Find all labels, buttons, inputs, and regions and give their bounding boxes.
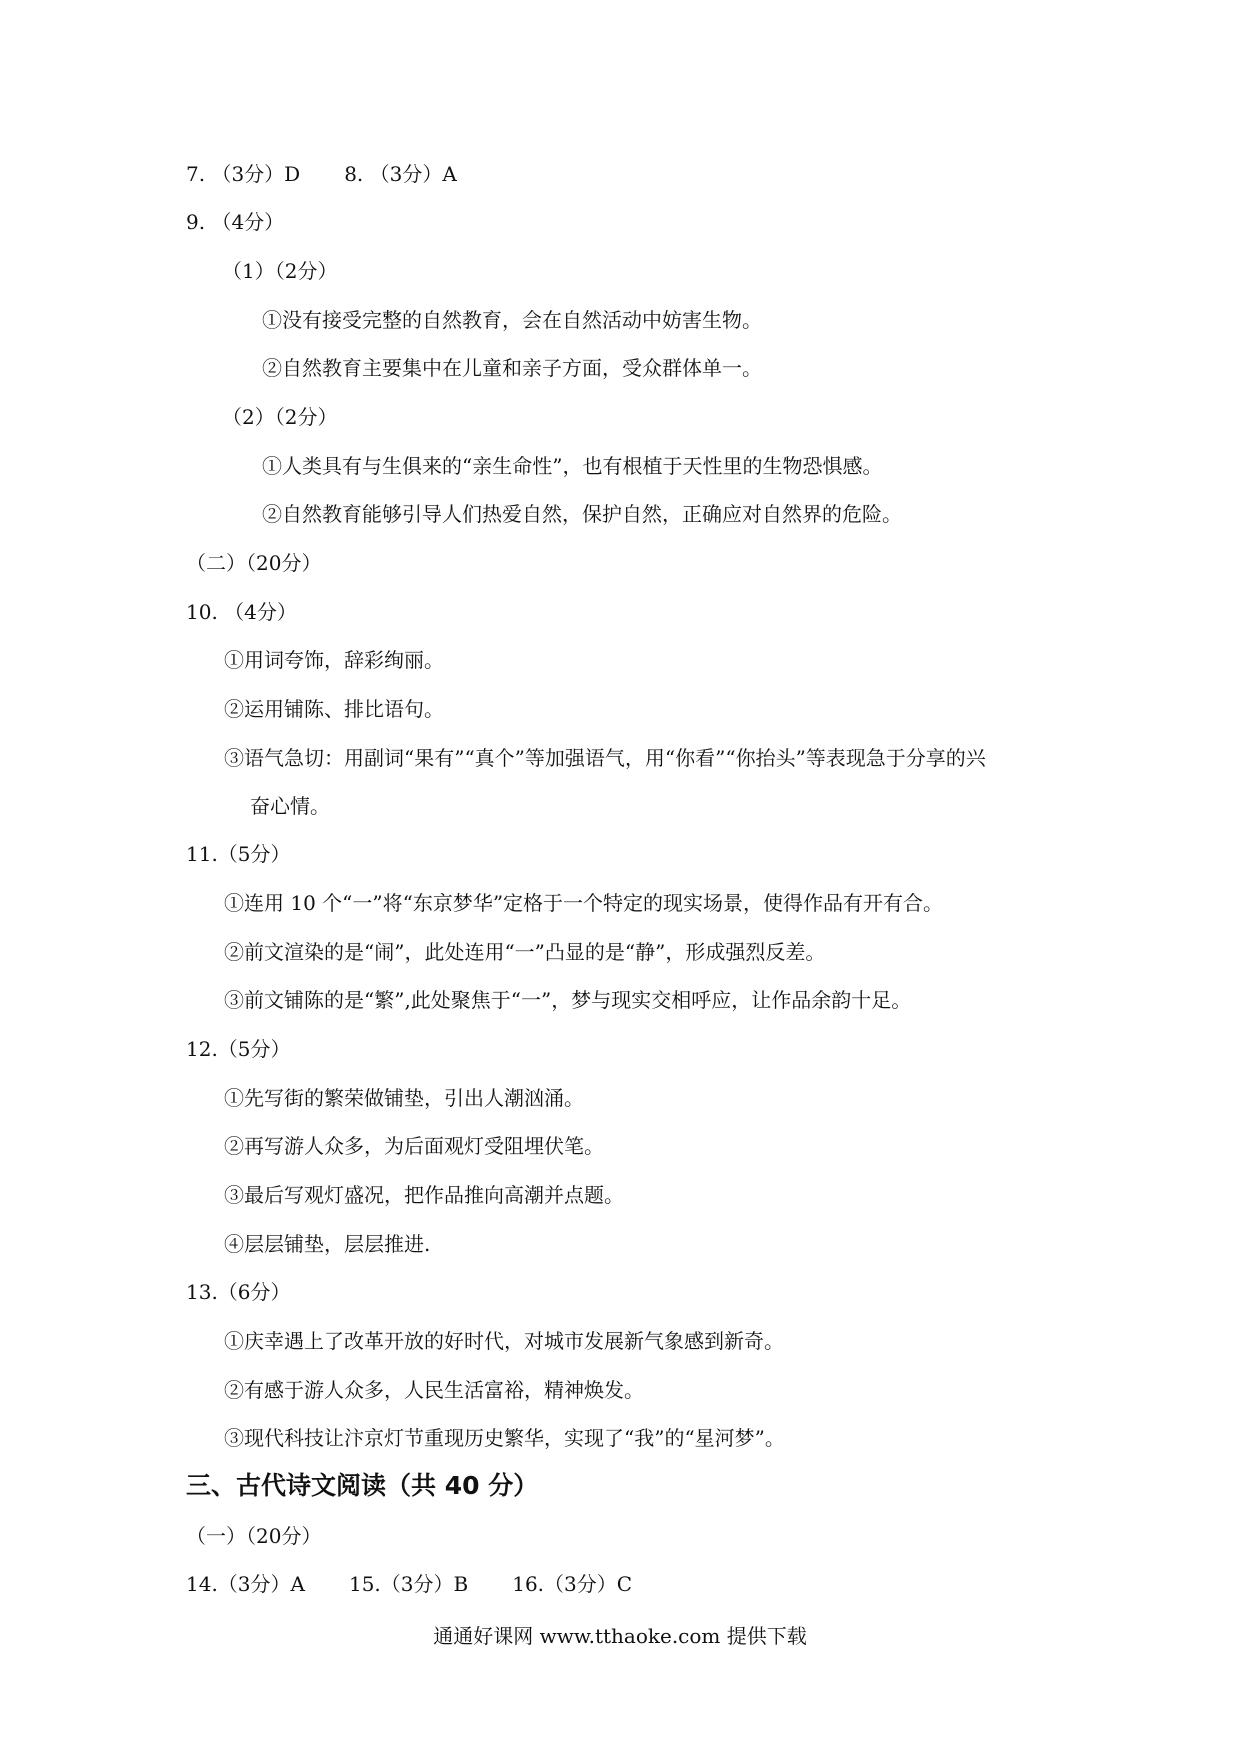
q10-answer-b: ②运用铺陈、排比语句。 — [224, 697, 444, 721]
q13-answer-c: ③现代科技让汴京灯节重现历史繁华，实现了“我”的“星河梦”。 — [224, 1426, 785, 1450]
answer-q16: 16.（3分）C — [512, 1572, 633, 1596]
q10-answer-c-line1: ③语气急切：用副词“果有”“真个”等加强语气，用“你看”“你抬头”等表现急于分享的兴 — [224, 746, 986, 770]
q9-part2-title: （2）（2分） — [222, 405, 338, 429]
q9-part2-answer-a: ①人类具有与生俱来的“亲生命性”，也有根植于天性里的生物恐惧感。 — [262, 454, 883, 478]
q11-answer-c: ③前文铺陈的是“繁”,此处聚焦于“一”，梦与现实交相呼应，让作品余韵十足。 — [224, 988, 912, 1012]
q9-part1-title: （1）（2分） — [222, 259, 338, 283]
q11-title: 11.（5分） — [186, 842, 291, 866]
section-3-heading: 三、古代诗文阅读（共 40 分） — [186, 1471, 539, 1500]
answer-q15: 15.（3分）B — [348, 1572, 469, 1596]
section-3-1-title: （一）（20分） — [186, 1524, 322, 1548]
answer-q14-16 — [186, 1570, 632, 1598]
section-2-title: （二）（20分） — [186, 551, 322, 575]
q11-answer-b: ②前文渲染的是“闹”，此处连用“一”凸显的是“静”，形成强烈反差。 — [224, 940, 826, 964]
q13-answer-a: ①庆幸遇上了改革开放的好时代，对城市发展新气象感到新奇。 — [224, 1329, 784, 1353]
q12-answer-c: ③最后写观灯盛况，把作品推向高潮并点题。 — [224, 1183, 624, 1207]
q9-part1-answer-a: ①没有接受完整的自然教育，会在自然活动中妨害生物。 — [262, 308, 762, 332]
q12-answer-a: ①先写街的繁荣做铺垫，引出人潮汹涌。 — [224, 1086, 584, 1110]
q12-title: 12.（5分） — [186, 1037, 291, 1061]
q12-answer-d: ④层层铺垫，层层推进. — [224, 1232, 431, 1256]
answer-q7-8 — [186, 160, 457, 188]
answer-q7: 7. （3分）D — [186, 162, 301, 186]
q9-part1-answer-b: ②自然教育主要集中在儿童和亲子方面，受众群体单一。 — [262, 356, 762, 380]
q11-answer-a: ①连用 10 个“一”将“东京梦华”定格于一个特定的现实场景，使得作品有开有合。 — [224, 891, 944, 915]
q9-title: 9. （4分） — [186, 210, 285, 234]
answer-q14: 14.（3分）A — [186, 1572, 305, 1596]
q10-title: 10. （4分） — [186, 600, 297, 624]
q10-answer-c-line2: 奋心情。 — [250, 794, 330, 818]
q12-answer-b: ②再写游人众多，为后面观灯受阻埋伏笔。 — [224, 1134, 604, 1158]
q9-part2-answer-b: ②自然教育能够引导人们热爱自然，保护自然，正确应对自然界的危险。 — [262, 502, 902, 526]
q13-title: 13.（6分） — [186, 1280, 291, 1304]
page-footer: 通通好课网 www.tthaoke.com 提供下载 — [433, 1624, 807, 1648]
q10-answer-a: ①用词夸饰，辞彩绚丽。 — [224, 648, 444, 672]
answer-q8: 8. （3分）A — [344, 162, 457, 186]
q13-answer-b: ②有感于游人众多，人民生活富裕，精神焕发。 — [224, 1378, 644, 1402]
